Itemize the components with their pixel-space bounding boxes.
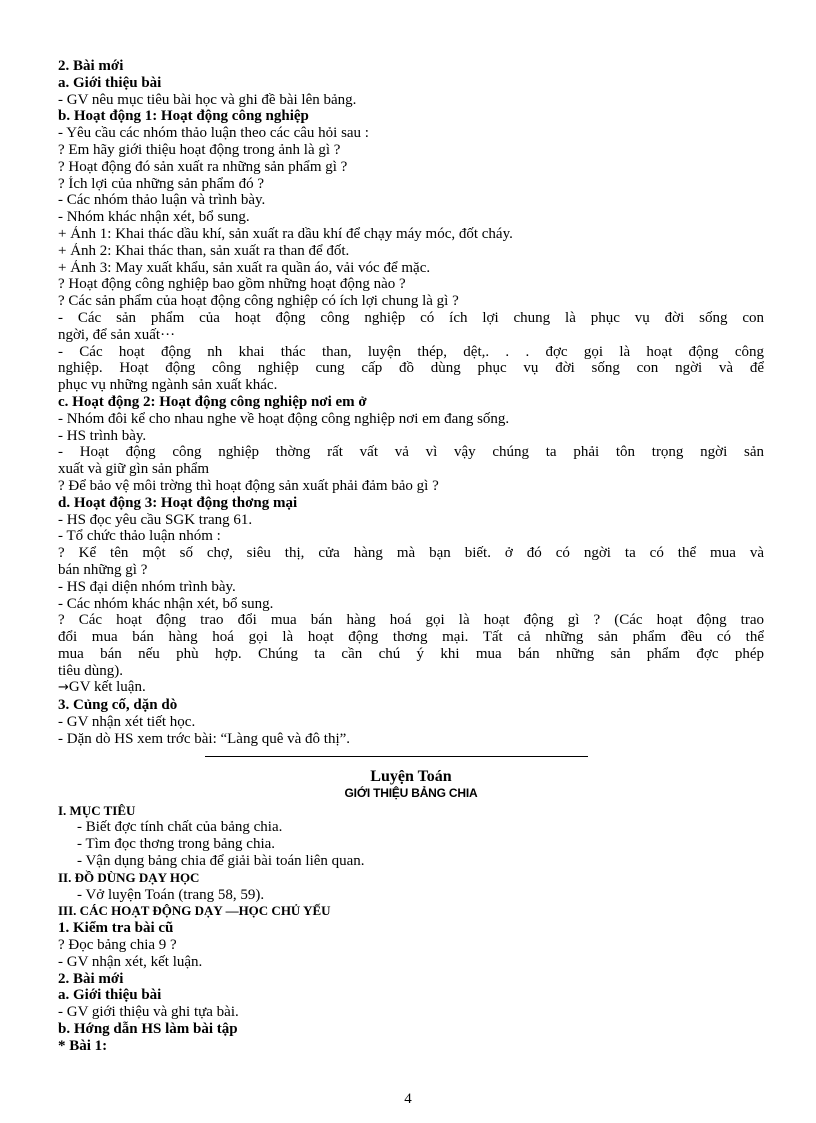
paragraph-line: đổi mua bán hàng hoá gọi là hoạt động thơng mại. Tất cả những sản phẩm đều có thể <box>58 629 764 646</box>
paragraph-line: tiêu dùng). <box>58 662 123 679</box>
text-line: ? Hoạt động đó sản xuất ra những sản phẩm gì ? <box>58 158 348 175</box>
right-arrow-icon: → <box>58 680 69 696</box>
lesson-title: Luyện Toán <box>370 767 452 785</box>
section-divider <box>205 756 588 757</box>
text-line: - HS đại diện nhóm trình bày. <box>58 578 236 595</box>
heading-gioi-thieu-bai: a. Giới thiệu bài <box>58 74 162 91</box>
page-number: 4 <box>404 1091 412 1107</box>
text-line: ? Ích lợi của những sản phẩm đó ? <box>58 175 265 192</box>
text-line: - GV nhận xét, kết luận. <box>58 953 203 970</box>
paragraph-line: nghiệp. Hoạt động công nghiệp cung cấp đồ dùng phục vụ đời sống con ngời và để <box>58 360 764 377</box>
list-item: - Vở luyện Toán (trang 58, 59). <box>77 886 265 903</box>
heading-gioi-thieu-bai-2: a. Giới thiệu bài <box>58 987 162 1004</box>
text-line: + Ảnh 2: Khai thác than, sản xuất ra than để đốt. <box>58 242 350 259</box>
text-line: - Các nhóm khác nhận xét, bổ sung. <box>58 595 274 612</box>
heading-do-dung: II. ĐỒ DÙNG DẠY HỌC <box>58 869 200 885</box>
heading-bai-1: * Bài 1: <box>58 1037 108 1054</box>
lesson-subtitle: GIỚI THIỆU BẢNG CHIA <box>344 785 478 800</box>
paragraph-line: xuất và giữ gìn sản phẩm <box>58 461 210 478</box>
list-item: - Vận dụng bảng chia để giải bài toán liên quan. <box>77 853 365 870</box>
text-line: ? Em hãy giới thiệu hoạt động trong ảnh là gì ? <box>58 141 341 158</box>
conclusion-text: GV kết luận. <box>68 679 146 696</box>
list-item: - Biết đợc tính chất của bảng chia. <box>77 819 283 836</box>
heading-bai-moi-2: 2. Bài mới <box>58 970 124 987</box>
paragraph-line: - Các hoạt động nh khai thác than, luyện thép, dệt,. . . đợc gọi là hoạt động công <box>58 343 764 360</box>
paragraph-line: mua bán nếu phù hợp. Chúng ta cần chú ý khi mua bán những sản phẩm đợc phép <box>58 645 764 662</box>
document-page <box>58 58 764 1055</box>
text-line: - Các nhóm thảo luận và trình bày. <box>58 192 266 209</box>
heading-hoat-dong-3: d. Hoạt động 3: Hoạt động thơng mại <box>58 494 298 511</box>
text-line: - GV nhận xét tiết học. <box>58 714 196 731</box>
conclusion-line <box>58 679 764 697</box>
paragraph-line: ? Các hoạt động trao đổi mua bán hàng hoá gọi là hoạt động gì ? (Các hoạt động trao <box>58 612 764 629</box>
paragraph-line: bán những gì ? <box>58 561 148 578</box>
paragraph-line: phục vụ những ngành sản xuất khác. <box>58 377 278 394</box>
heading-bai-moi: 2. Bài mới <box>58 58 124 74</box>
text-line: - GV nêu mục tiêu bài học và ghi đề bài lên bảng. <box>58 91 357 108</box>
heading-hoat-dong-1: b. Hoạt động 1: Hoạt động công nghiệp <box>58 108 309 125</box>
text-line: ? Hoạt động công nghiệp bao gồm những hoạt động nào ? <box>58 276 406 293</box>
text-line: + Ảnh 3: May xuất khẩu, sản xuất ra quần áo, vải vóc để mặc. <box>58 259 431 276</box>
paragraph-line: ngời, để sản xuất··· <box>58 326 176 343</box>
text-line: - HS trình bày. <box>58 427 147 444</box>
text-line: ? Các sản phẩm của hoạt động công nghiệp có ích lợi chung là gì ? <box>58 293 459 310</box>
text-line: - Nhóm khác nhận xét, bổ sung. <box>58 209 250 226</box>
text-line: ? Để bảo vệ môi trờng thì hoạt động sản xuất phải đảm bảo gì ? <box>58 477 439 494</box>
text-line: - Yêu cầu các nhóm thảo luận theo các câu hỏi sau : <box>58 125 369 142</box>
heading-muc-tieu: I. MỤC TIÊU <box>58 802 136 818</box>
text-line: - Dặn dò HS xem trớc bài: “Làng quê và đô thị”. <box>58 730 351 747</box>
paragraph-line: - Hoạt động công nghiệp thờng rất vất vả vì vậy chúng ta phải tôn trọng ngời sản <box>58 444 764 461</box>
text-line-bold: + Ảnh 1: Khai thác dầu khí, sản xuất ra dầu khí để chạy máy móc, đốt cháy. <box>58 225 513 242</box>
heading-hoat-dong-2: c. Hoạt động 2: Hoạt động công nghiệp nơi em ở <box>58 393 367 410</box>
list-item: - Tìm đọc thơng trong bảng chia. <box>77 836 276 853</box>
text-line: - Nhóm đôi kể cho nhau nghe về hoạt động công nghiệp nơi em đang sống. <box>58 410 510 427</box>
text-line: ? Đọc bảng chia 9 ? <box>58 937 177 954</box>
heading-hoat-dong: III. CÁC HOẠT ĐỘNG DẠY —HỌC CHỦ YẾU <box>58 903 331 919</box>
text-line: - HS đọc yêu cầu SGK trang 61. <box>58 511 253 528</box>
paragraph-line: ? Kể tên một số chợ, siêu thị, cửa hàng mà bạn biết. ở đó có ngời ta có thể mua và <box>58 545 764 562</box>
text-line: - GV giới thiệu và ghi tựa bài. <box>58 1004 239 1021</box>
heading-kiem-tra: 1. Kiểm tra bài cũ <box>58 920 174 937</box>
heading-huong-dan: b. Hớng dẫn HS làm bài tập <box>58 1021 238 1038</box>
paragraph-line: - Các sản phẩm của hoạt động công nghiệp có ích lợi chung là phục vụ đời sống con <box>58 309 764 326</box>
text-line: - Tổ chức thảo luận nhóm : <box>58 528 221 545</box>
heading-cung-co: 3. Củng cố, dặn dò <box>58 697 178 714</box>
